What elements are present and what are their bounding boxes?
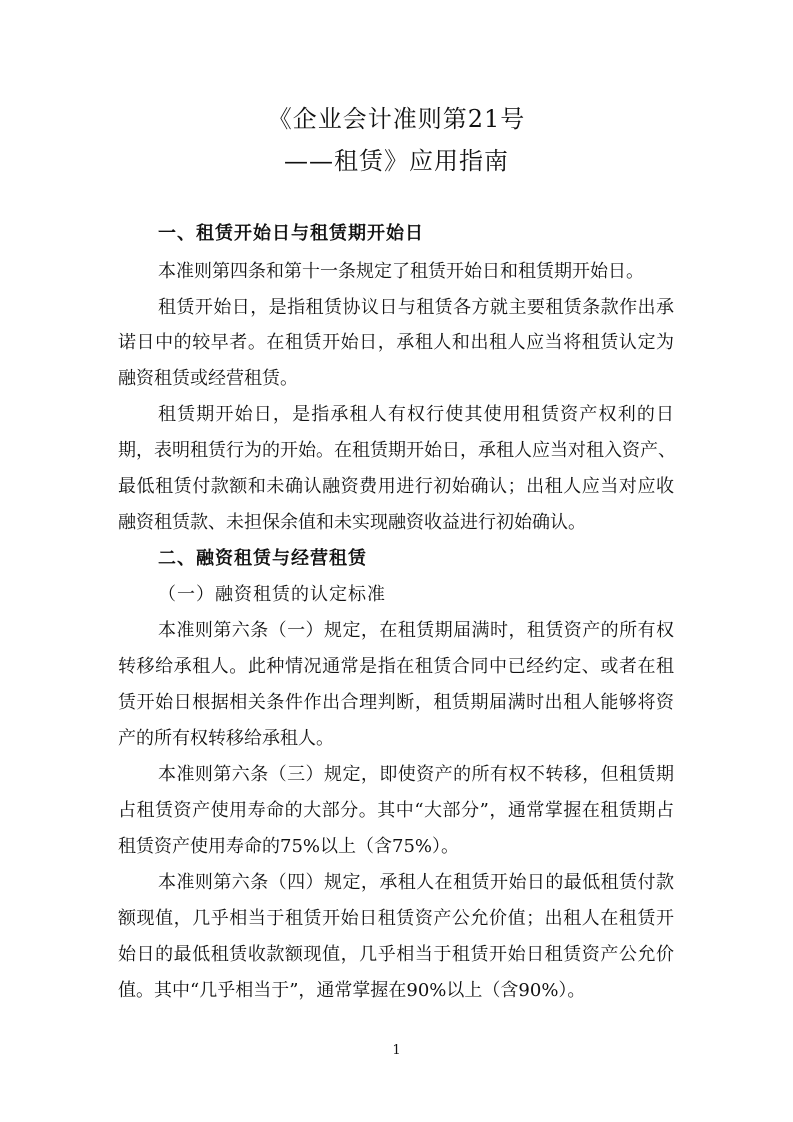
section-1-para-2-line-3: 融资租赁或经营租赁。 [118,368,298,389]
section-2-para-1-line-4: 产的所有权转移给承租人。 [118,728,334,749]
document-title-line-1: 《企业会计准则第21号 [267,105,526,133]
section-1-para-3-line-3: 最低租赁付款额和未确认融资费用进行初始确认；出租人应当对应收 [118,476,674,497]
section-2-heading: 二、融资租赁与经营租赁 [158,548,367,569]
section-1-para-2-line-2: 诺日中的较早者。在租赁开始日，承租人和出租人应当将租赁认定为 [118,332,674,353]
page-number: 1 [392,1043,401,1058]
section-1-para-3-line-2: 期，表明租赁行为的开始。在租赁期开始日，承租人应当对租入资产、 [118,440,676,461]
section-2-para-2-line-2: 占租赁资产使用寿命的大部分。其中“大部分”，通常掌握在租赁期占 [118,800,674,821]
section-1-para-3-line-1: 租赁期开始日，是指承租人有权行使其使用租赁资产权利的日 [158,404,674,425]
section-2-para-3-line-4: 值。其中“几乎相当于”，通常掌握在90%以上（含90%）。 [118,980,586,1001]
section-2-para-1-line-1: 本准则第六条（一）规定，在租赁期届满时，租赁资产的所有权 [158,620,674,641]
section-2-para-1-line-3: 赁开始日根据相关条件作出合理判断，租赁期届满时出租人能够将资 [118,692,674,713]
section-1-para-2-line-1: 租赁开始日，是指租赁协议日与租赁各方就主要租赁条款作出承 [158,297,674,318]
section-2-para-3-line-2: 额现值，几乎相当于租赁开始日租赁资产公允价值；出租人在租赁开 [118,908,674,929]
section-1-heading: 一、租赁开始日与租赁期开始日 [158,223,424,244]
section-2-para-1-line-2: 转移给承租人。此种情况通常是指在租赁合同中已经约定、或者在租 [118,656,674,677]
section-2-para-2-line-1: 本准则第六条（三）规定，即使资产的所有权不转移，但租赁期 [158,764,674,785]
section-1-para-3-line-4: 融资租赁款、未担保余值和未实现融资收益进行初始确认。 [118,512,586,533]
section-2-para-2-line-3: 租赁资产使用寿命的75%以上（含75%）。 [118,836,460,857]
document-title-line-2: ——租赁》应用指南 [284,147,509,175]
section-2-para-3-line-1: 本准则第六条（四）规定，承租人在租赁开始日的最低租赁付款 [158,872,674,893]
section-1-para-1-line-1: 本准则第四条和第十一条规定了租赁开始日和租赁期开始日。 [158,261,644,282]
section-2-subheading: （一）融资租赁的认定标准 [158,584,386,605]
section-2-para-3-line-3: 始日的最低租赁收款额现值，几乎相当于租赁开始日租赁资产公允价 [118,944,674,965]
